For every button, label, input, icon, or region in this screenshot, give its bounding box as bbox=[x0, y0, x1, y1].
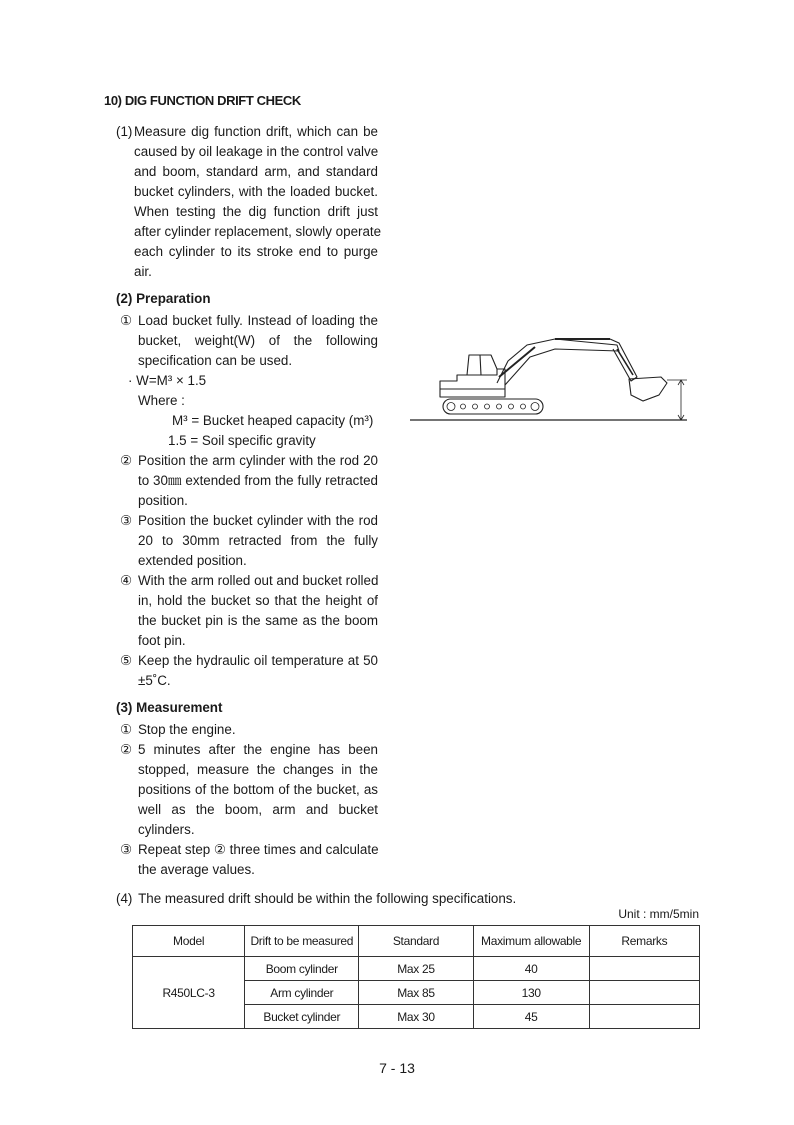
text-line: 20 to 30mm retracted from the fully bbox=[138, 533, 378, 548]
remarks-cell bbox=[589, 981, 699, 1005]
text-line: ±5˚C. bbox=[138, 673, 171, 688]
max-cell: 130 bbox=[473, 981, 589, 1005]
prep-step-4 bbox=[120, 571, 378, 651]
text-line: extended position. bbox=[138, 553, 247, 568]
text-line: specification can be used. bbox=[138, 353, 293, 368]
item-2-number: (2) bbox=[116, 291, 133, 306]
prep-step-1 bbox=[120, 311, 378, 371]
text-line: With the arm rolled out and bucket rolled bbox=[138, 573, 379, 588]
text-line: after cylinder replacement, slowly operate bbox=[134, 224, 382, 239]
max-cell: 45 bbox=[473, 1005, 589, 1029]
model-cell: R450LC-3 bbox=[133, 957, 245, 1029]
text-line: Repeat step ② three times and calculate bbox=[138, 842, 379, 857]
step-number: ② bbox=[120, 742, 133, 757]
text-line: the bucket pin is the same as the boom bbox=[138, 613, 378, 628]
step-number: ① bbox=[120, 313, 133, 328]
text-line: 5 minutes after the engine has been bbox=[138, 742, 378, 757]
item-2-heading bbox=[116, 291, 211, 306]
item-4-number: (4) bbox=[116, 891, 133, 906]
item-3-number: (3) bbox=[116, 700, 133, 715]
header-model: Model bbox=[133, 926, 245, 957]
excavator-illustration bbox=[405, 325, 695, 425]
max-cell: 40 bbox=[473, 957, 589, 981]
text-line: position. bbox=[138, 493, 188, 508]
text-line: to 30㎜ extended from the fully retracted bbox=[138, 473, 378, 488]
text-line: foot pin. bbox=[138, 633, 186, 648]
step-number: ② bbox=[120, 453, 133, 468]
where-label: Where : bbox=[138, 393, 185, 408]
text-line: stopped, measure the changes in the bbox=[138, 762, 378, 777]
header-remarks: Remarks bbox=[589, 926, 699, 957]
item-3-title: Measurement bbox=[136, 700, 223, 715]
definition-bucket-capacity: M³ = Bucket heaped capacity (m³) bbox=[172, 413, 374, 428]
standard-cell: Max 30 bbox=[359, 1005, 473, 1029]
remarks-cell bbox=[589, 957, 699, 981]
header-drift: Drift to be measured bbox=[245, 926, 359, 957]
step-number: ③ bbox=[120, 513, 133, 528]
definition-soil-gravity: 1.5 = Soil specific gravity bbox=[168, 433, 316, 448]
weight-formula: · W=M³ × 1.5 bbox=[128, 373, 207, 388]
text-line: Position the arm cylinder with the rod 20 bbox=[138, 453, 378, 468]
drift-spec-table bbox=[132, 925, 700, 1029]
text-line: and boom, standard arm, and standard bbox=[134, 164, 378, 179]
text-line: air. bbox=[134, 264, 152, 279]
step-number: ④ bbox=[120, 573, 133, 588]
item-1 bbox=[116, 122, 132, 142]
remarks-cell bbox=[589, 1005, 699, 1029]
section-heading bbox=[104, 93, 301, 108]
standard-cell: Max 25 bbox=[359, 957, 473, 981]
measure-step-3 bbox=[120, 840, 378, 880]
item-1-text bbox=[134, 122, 382, 282]
drift-cell: Arm cylinder bbox=[245, 981, 359, 1005]
step-number: ⑤ bbox=[120, 653, 133, 668]
text-line: Measure dig function drift, which can be bbox=[134, 124, 378, 139]
table-header-row bbox=[133, 926, 700, 957]
text-line: Position the bucket cylinder with the rod bbox=[138, 513, 378, 528]
text-line: caused by oil leakage in the control valve bbox=[134, 144, 379, 159]
text-line: positions of the bottom of the bucket, as bbox=[138, 782, 378, 797]
text-line: cylinders. bbox=[138, 822, 195, 837]
text-line: bucket cylinders, with the loaded bucket. bbox=[134, 184, 378, 199]
page-number: 7 - 13 bbox=[379, 1060, 415, 1076]
section-title: DIG FUNCTION DRIFT CHECK bbox=[124, 93, 301, 108]
item-2-title: Preparation bbox=[136, 291, 211, 306]
text-line: Stop the engine. bbox=[138, 722, 236, 737]
text-line: Keep the hydraulic oil temperature at 50 bbox=[138, 653, 378, 668]
measure-step-2 bbox=[120, 740, 378, 840]
text-line: each cylinder to its stroke end to purge bbox=[134, 244, 378, 259]
prep-step-5 bbox=[120, 651, 378, 691]
item-3-heading bbox=[116, 700, 222, 715]
item-4 bbox=[116, 889, 516, 909]
standard-cell: Max 85 bbox=[359, 981, 473, 1005]
prep-step-3 bbox=[120, 511, 378, 571]
drift-cell: Boom cylinder bbox=[245, 957, 359, 981]
text-line: the average values. bbox=[138, 862, 255, 877]
item-1-number: (1) bbox=[116, 124, 133, 139]
step-number: ① bbox=[120, 722, 133, 737]
text-line: When testing the dig function drift just bbox=[134, 204, 378, 219]
table-row bbox=[133, 957, 700, 981]
header-standard: Standard bbox=[359, 926, 473, 957]
drift-cell: Bucket cylinder bbox=[245, 1005, 359, 1029]
prep-step-2 bbox=[120, 451, 378, 511]
section-number: 10) bbox=[104, 93, 122, 108]
text-line: bucket, weight(W) of the following bbox=[138, 333, 378, 348]
header-maximum-allowable: Maximum allowable bbox=[473, 926, 589, 957]
text-line: well as the boom, arm and bucket bbox=[138, 802, 378, 817]
item-4-text: The measured drift should be within the following specifications. bbox=[138, 891, 517, 906]
measure-step-1 bbox=[120, 720, 378, 740]
table-unit: Unit : mm/5min bbox=[618, 907, 699, 921]
text-line: in, hold the bucket so that the height of bbox=[138, 593, 378, 608]
text-line: Load bucket fully. Instead of loading the bbox=[138, 313, 378, 328]
step-number: ③ bbox=[120, 842, 133, 857]
